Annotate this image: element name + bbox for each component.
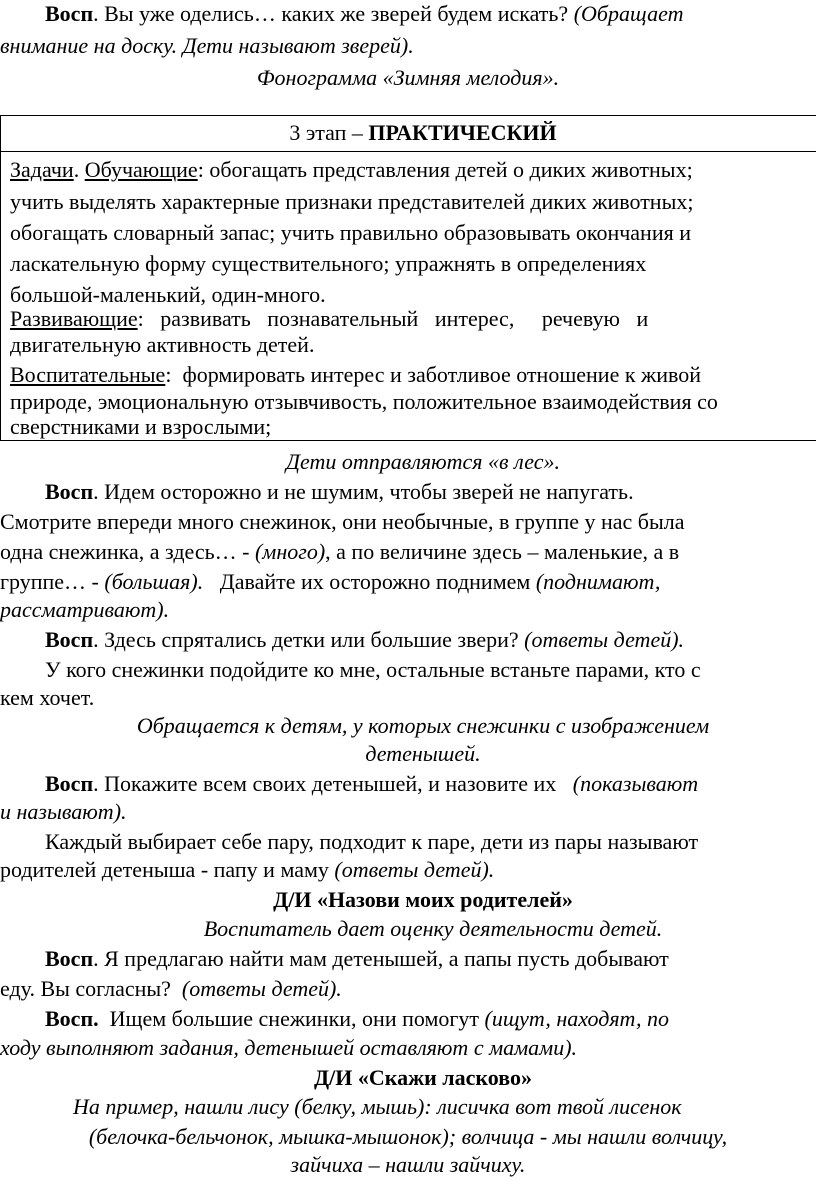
para-7-line-2: родителей детеныша - папу и маму (ответы детей). xyxy=(0,857,495,882)
upbringing-label: Воспитательные xyxy=(10,362,166,387)
tasks-line-3: обогащать словарный запас; учить правильно образовывать окончания и xyxy=(10,220,691,245)
tasks-line-4: ласкательную форму существительного; упражнять в определениях xyxy=(10,251,647,276)
para-4-line-2: кем хочет. xyxy=(0,685,95,710)
upbringing-line-1: Воспитательные: формировать интерес и заботливое отношение к живой xyxy=(10,362,702,387)
para-2-line-1: Восп. Идем осторожно и не шумим, чтобы зверей не напугать. xyxy=(45,479,634,504)
para-2-line-2: Смотрите впереди много снежинок, они необычные, в группе у нас была xyxy=(0,509,685,534)
para-11-line-1: На пример, нашли лису (белку, мышь): лисичка вот твой лисенок xyxy=(73,1094,682,1119)
para-2-line-3: одна снежинка, а здесь… - (много), а по величине здесь – маленькие, а в xyxy=(0,539,680,564)
para-3: Восп. Здесь спрятались детки или большие звери? (ответы детей). xyxy=(45,627,685,652)
intro-line-2: внимание на доску. Дети называют зверей). xyxy=(0,33,414,58)
upbringing-line-3: сверстниками и взрослыми; xyxy=(10,414,272,439)
stage-note: Дети отправляются «в лес». xyxy=(286,449,560,474)
tasks-line-1: Задачи. Обучающие: обогащать представления детей о диких животных; xyxy=(10,157,693,182)
game-title-2: Д/И «Скажи ласково» xyxy=(314,1065,532,1090)
tasks-line-5: большой-маленький, один-много. xyxy=(10,282,326,307)
para-10-line-1: Восп. Ищем большие снежинки, они помогут (ищут, находят, по xyxy=(45,1006,669,1031)
para-2-line-5: рассматривают). xyxy=(0,597,170,622)
game-title-1: Д/И «Назови моих родителей» xyxy=(273,887,573,912)
upbringing-line-2: природе, эмоциональную отзывчивость, положительное взаимодействия со xyxy=(10,389,718,414)
developing-line-1: Развивающие: развивать познавательный интерес, речевую и xyxy=(10,306,649,331)
developing-label: Развивающие xyxy=(10,306,138,331)
tasks-label: Задачи xyxy=(10,157,74,182)
phonogram-line: Фонограмма «Зимняя мелодия». xyxy=(256,65,560,90)
para-7-line-1: Каждый выбирает себе пару, подходит к паре, дети из пары называют xyxy=(45,829,699,854)
intro-line-1: Восп. Вы уже оделись… каких же зверей будем искать? (Обращает xyxy=(45,1,684,26)
stage-box-divider xyxy=(0,151,816,152)
speaker-label: Восп xyxy=(45,1,94,26)
para-6-line-1: Восп. Покажите всем своих детенышей, и назовите их (показывают xyxy=(45,771,699,796)
para-5-line-1: Обращается к детям, у которых снежинки с изображением xyxy=(136,713,710,738)
para-8: Воспитатель дает оценку деятельности детей. xyxy=(203,916,663,941)
para-11-line-2: (белочка-бельчонок, мышка-мышонок); волчица - мы нашли волчицу, xyxy=(88,1124,728,1149)
para-5-line-2: детенышей. xyxy=(365,741,481,766)
para-2-line-4: группе… - (большая). Давайте их осторожно поднимем (поднимают, xyxy=(0,569,661,594)
para-4-line-1: У кого снежинки подойдите ко мне, остальные встаньте парами, кто с xyxy=(45,657,701,682)
para-6-line-2: и называют). xyxy=(0,799,127,824)
developing-line-2: двигательную активность детей. xyxy=(10,332,315,357)
stage-title: 3 этап – ПРАКТИЧЕСКИЙ xyxy=(289,120,557,145)
educational-label: Обучающие xyxy=(84,157,198,182)
tasks-line-2: учить выделять характерные признаки представителей диких животных; xyxy=(10,189,694,214)
para-10-line-2: ходу выполняют задания, детенышей оставляют с мамами). xyxy=(0,1035,578,1060)
para-9-line-2: еду. Вы согласны? (ответы детей). xyxy=(0,976,342,1001)
para-11-line-3: зайчиха – нашли зайчиху. xyxy=(290,1152,526,1177)
para-9-line-1: Восп. Я предлагаю найти мам детенышей, а папы пусть добывают xyxy=(45,946,669,971)
